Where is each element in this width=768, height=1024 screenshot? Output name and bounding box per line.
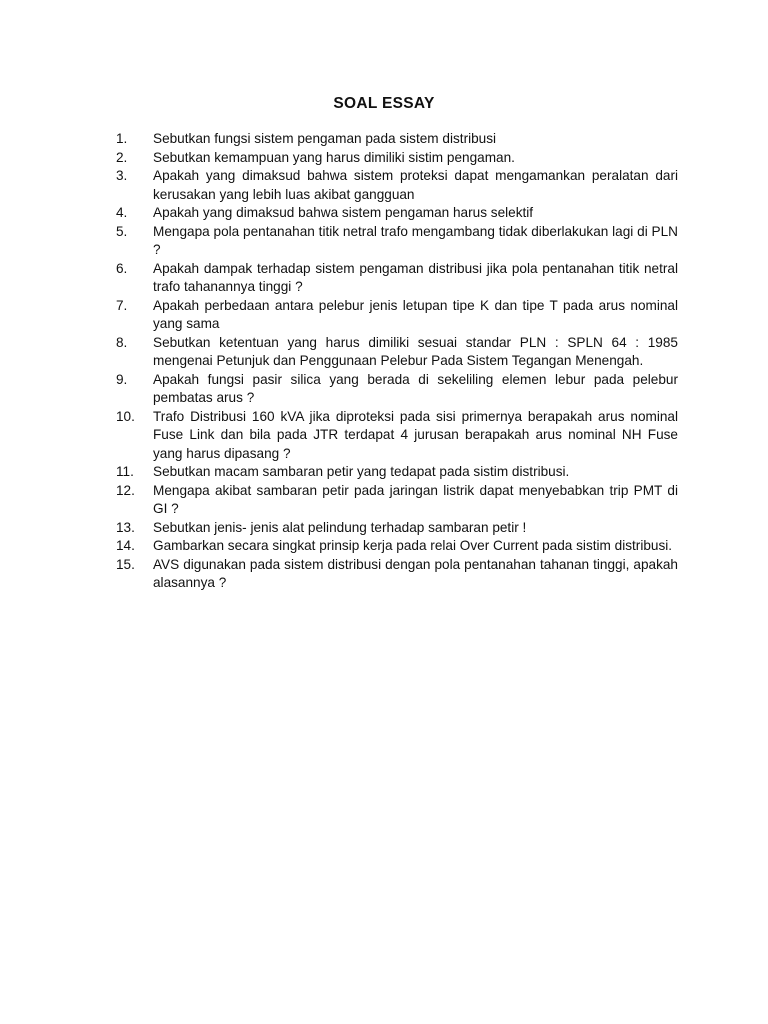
question-text: Apakah perbedaan antara pelebur jenis letupan tipe K dan tipe T pada arus nominal yang sama	[153, 297, 678, 331]
question-number: 3.	[116, 168, 128, 183]
question-item	[116, 537, 678, 556]
question-text: Sebutkan macam sambaran petir yang tedapat pada sistim distribusi.	[153, 464, 570, 479]
question-number: 12.	[116, 482, 135, 498]
question-item	[116, 260, 678, 297]
question-number: 11.	[116, 464, 134, 479]
question-number: 14.	[116, 538, 135, 553]
question-number: 1.	[116, 131, 128, 146]
question-text: Mengapa pola pentanahan titik netral trafo mengambang tidak diberlakukan lagi di PLN ?	[153, 223, 678, 257]
question-text: AVS digunakan pada sistem distribusi dengan pola pentanahan tahanan tinggi, apakah alasannya ?	[153, 556, 678, 590]
question-number: 8.	[116, 334, 128, 350]
question-number: 13.	[116, 519, 135, 535]
question-item	[116, 167, 678, 204]
question-item	[116, 463, 678, 482]
question-item	[116, 371, 678, 408]
question-number: 10.	[116, 408, 135, 424]
question-item	[116, 149, 678, 168]
question-text: Apakah dampak terhadap sistem pengaman distribusi jika pola pentanahan titik netral trafo tahanannya tinggi ?	[153, 260, 678, 294]
question-text: Sebutkan ketentuan yang harus dimiliki sesuai standar PLN : SPLN 64 : 1985 mengenai Petunjuk dan Penggunaan Pelebur Pada Sistem Tegangan Menengah.	[153, 334, 678, 368]
question-item	[116, 334, 678, 371]
question-item	[116, 297, 678, 334]
question-text: Apakah fungsi pasir silica yang berada di sekeliling elemen lebur pada pelebur pembatas arus ?	[153, 371, 678, 405]
question-number: 9.	[116, 371, 128, 387]
question-item	[116, 519, 678, 538]
page-title: SOAL ESSAY	[333, 95, 435, 112]
question-number: 6.	[116, 260, 128, 276]
question-text: Sebutkan fungsi sistem pengaman pada sistem distribusi	[153, 131, 497, 146]
question-list	[116, 130, 678, 593]
question-number: 4.	[116, 205, 128, 220]
question-item	[116, 223, 678, 260]
question-text: Mengapa akibat sambaran petir pada jaringan listrik dapat menyebabkan trip PMT di GI ?	[153, 482, 678, 516]
question-text: Gambarkan secara singkat prinsip kerja pada relai Over Current pada sistim distribusi.	[153, 538, 673, 553]
question-text: Apakah yang dimaksud bahwa sistem proteksi dapat mengamankan peralatan dari kerusakan yang lebih luas akibat gangguan	[153, 168, 678, 202]
question-number: 15.	[116, 556, 135, 572]
question-number: 5.	[116, 223, 128, 239]
question-item	[116, 408, 678, 464]
question-text: Trafo Distribusi 160 kVA jika diproteksi pada sisi primernya berapakah arus nominal Fuse Link dan bila pada JTR terdapat 4 jurusan berapakah arus nominal NH Fuse yang harus dipasang ?	[153, 408, 678, 461]
question-item	[116, 556, 678, 593]
question-item	[116, 204, 678, 223]
question-text: Apakah yang dimaksud bahwa sistem pengaman harus selektif	[153, 205, 534, 220]
question-item	[116, 482, 678, 519]
question-number: 2.	[116, 149, 128, 165]
question-text: Sebutkan kemampuan yang harus dimiliki sistim pengaman.	[153, 149, 515, 165]
question-text: Sebutkan jenis- jenis alat pelindung terhadap sambaran petir !	[153, 519, 527, 535]
question-item	[116, 130, 678, 149]
question-number: 7.	[116, 297, 128, 313]
